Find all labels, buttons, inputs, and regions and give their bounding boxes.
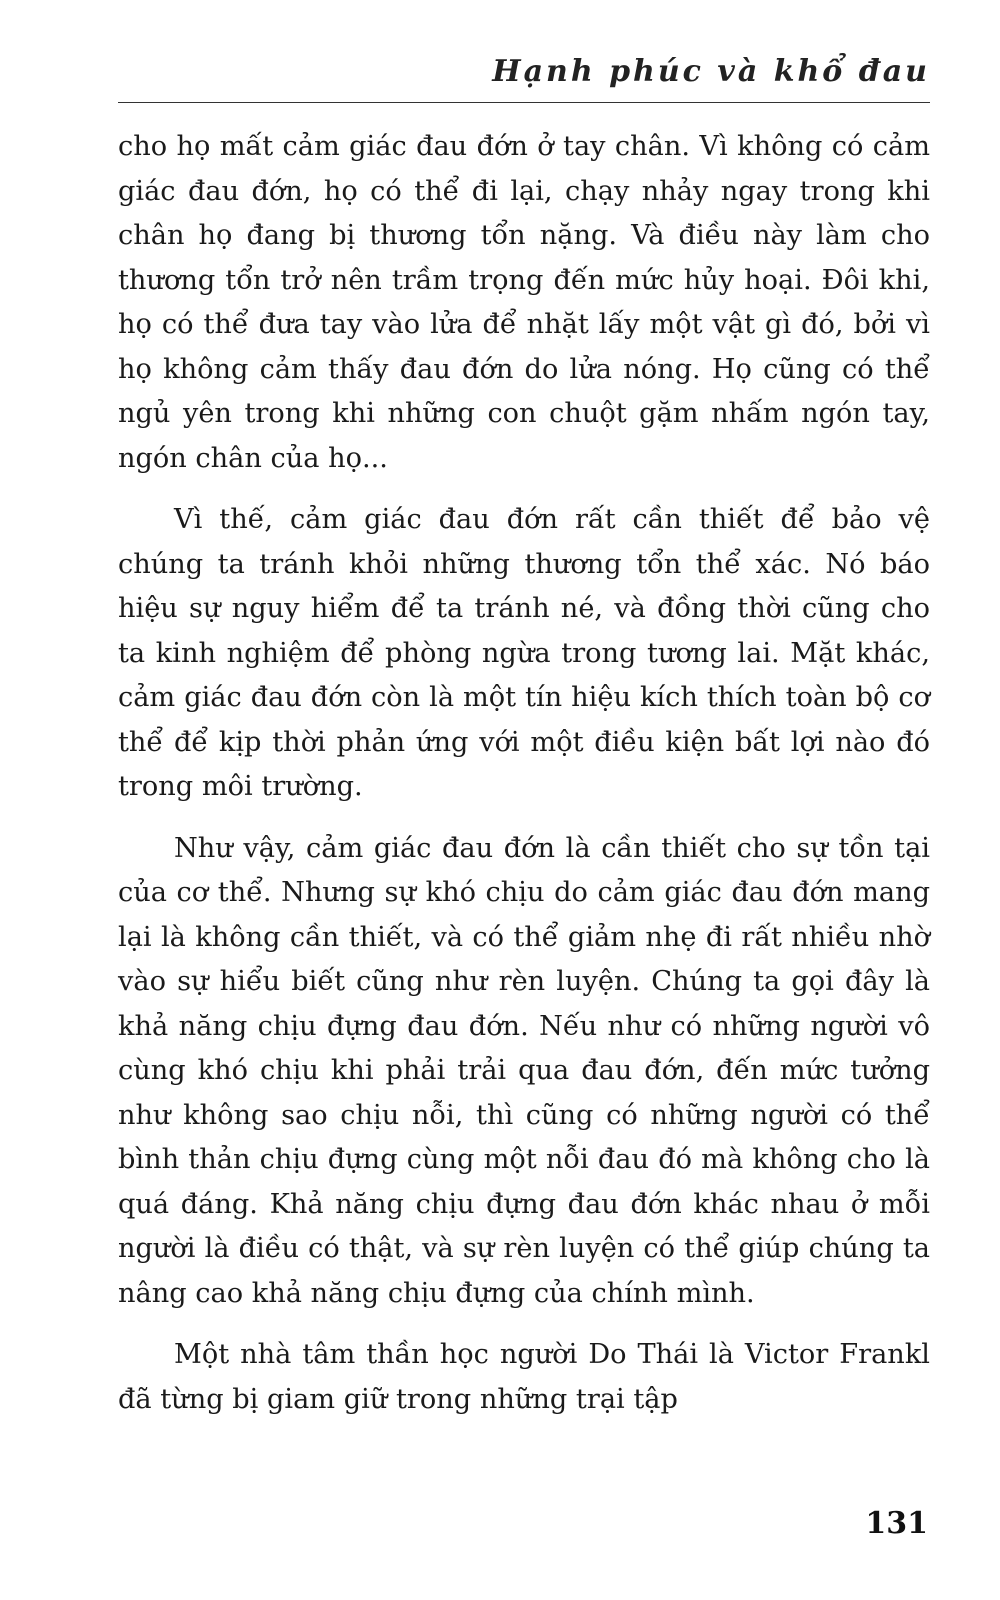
- paragraph: cho họ mất cảm giác đau đớn ở tay chân. Vì không có cảm giác đau đớn, họ có thể đi lại, chạy nhảy ngay trong khi chân họ đang bị thương tổn nặng. Và điều này làm cho thương tổn trở nên trầm trọng đến mức hủy hoại. Đôi khi, họ có thể đưa tay vào lửa để nhặt lấy một vật gì đó, bởi vì họ không cảm thấy đau đớn do lửa nóng. Họ cũng có thể ngủ yên trong khi những con chuột gặm nhấm ngón tay, ngón chân của họ...: [118, 131, 930, 474]
- running-header: Hạnh phúc và khổ đau: [492, 54, 930, 89]
- paragraph: Một nhà tâm thần học người Do Thái là Victor Frankl đã từng bị giam giữ trong những trại tập: [118, 1339, 930, 1415]
- page-number: 131: [865, 1506, 928, 1541]
- header-divider: [118, 102, 930, 103]
- body-text: [118, 125, 930, 1439]
- paragraph: Vì thế, cảm giác đau đớn rất cần thiết để bảo vệ chúng ta tránh khỏi những thương tổn thể xác. Nó báo hiệu sự nguy hiểm để ta tránh né, và đồng thời cũng cho ta kinh nghiệm để phòng ngừa trong tương lai. Mặt khác, cảm giác đau đớn còn là một tín hiệu kích thích toàn bộ cơ thể để kịp thời phản ứng với một điều kiện bất lợi nào đó trong môi trường.: [118, 504, 930, 802]
- paragraph: Như vậy, cảm giác đau đớn là cần thiết cho sự tồn tại của cơ thể. Nhưng sự khó chịu do cảm giác đau đớn mang lại là không cần thiết, và có thể giảm nhẹ đi rất nhiều nhờ vào sự hiểu biết cũng như rèn luyện. Chúng ta gọi đây là khả năng chịu đựng đau đớn. Nếu như có những người vô cùng khó chịu khi phải trải qua đau đớn, đến mức tưởng như không sao chịu nỗi, thì cũng có những người có thể bình thản chịu đựng cùng một nỗi đau đó mà không cho là quá đáng. Khả năng chịu đựng đau đớn khác nhau ở mỗi người là điều có thật, và sự rèn luyện có thể giúp chúng ta nâng cao khả năng chịu đựng của chính mình.: [118, 832, 930, 1309]
